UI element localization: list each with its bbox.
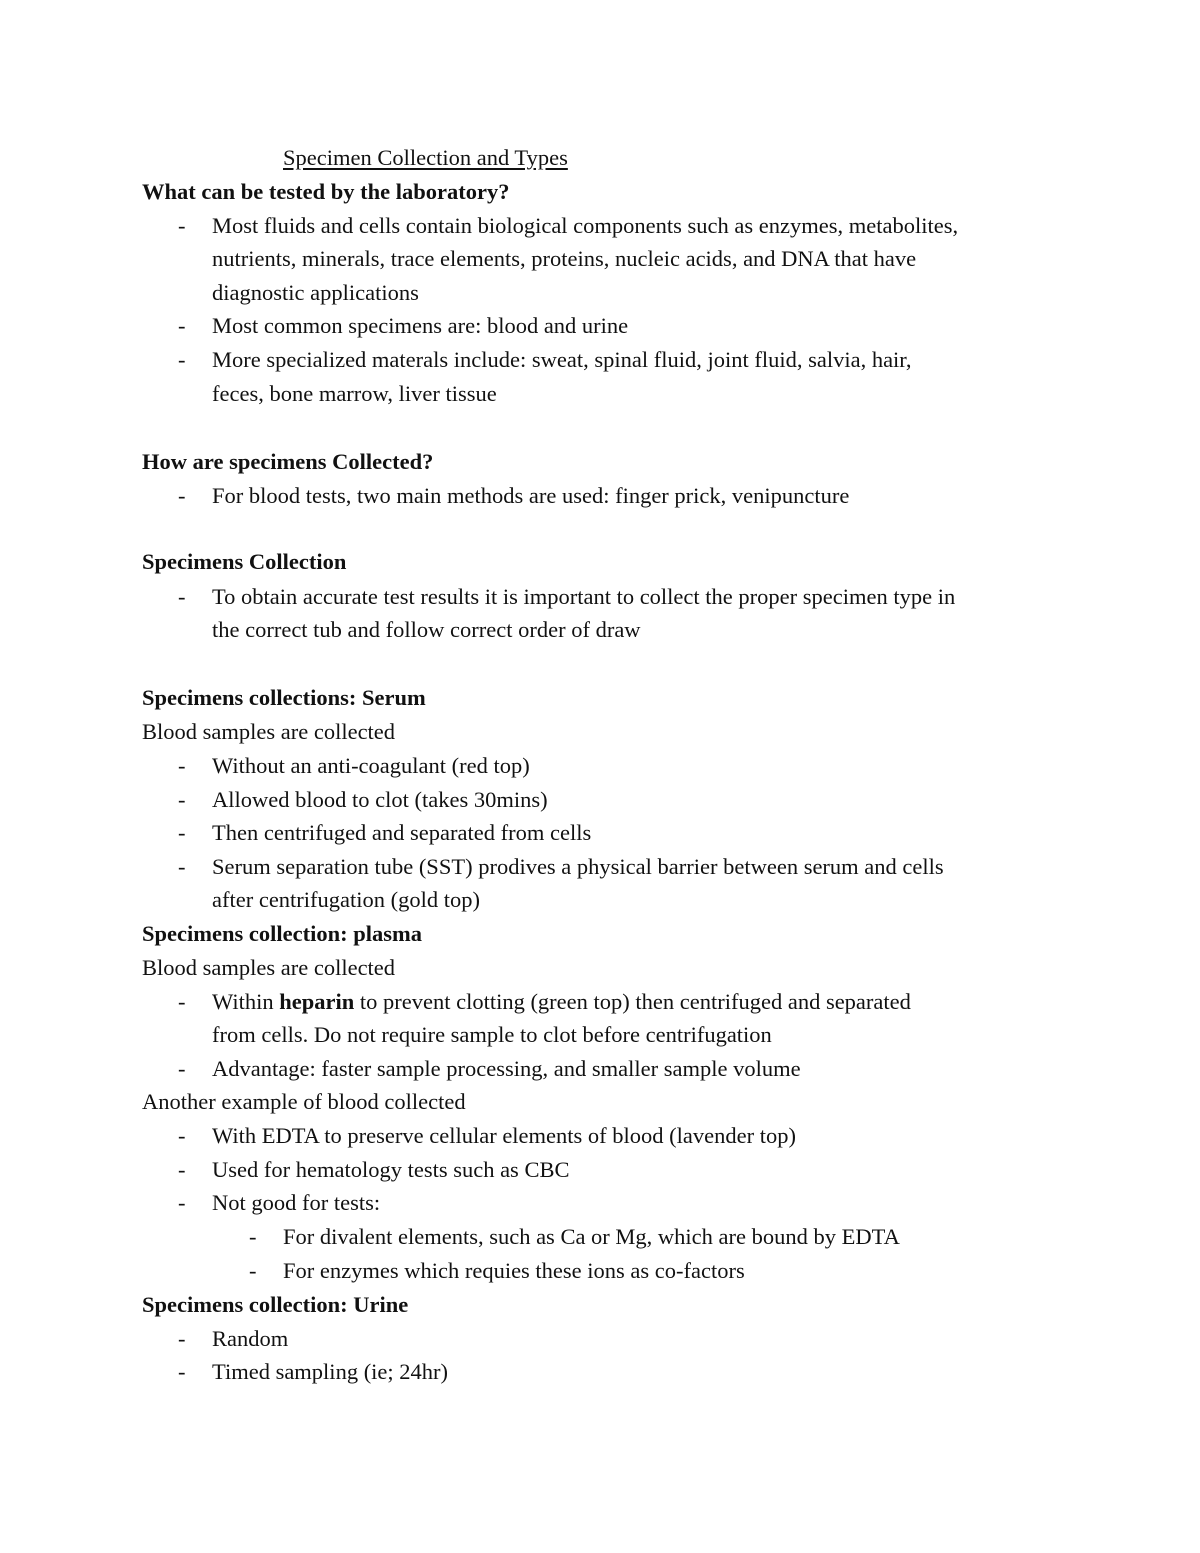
bullet-dash: - (178, 313, 186, 338)
bullet-dash: - (178, 1157, 186, 1182)
page-title: Specimen Collection and Types (283, 145, 568, 170)
list-item: Random (212, 1326, 289, 1351)
list-item: Timed sampling (ie; 24hr) (212, 1359, 449, 1384)
sub-bullet-dash: - (249, 1258, 257, 1283)
list-item-line: Serum separation tube (SST) prodives a physical barrier between serum and cells (212, 854, 944, 879)
list-item: With EDTA to preserve cellular elements of blood (lavender top) (212, 1123, 796, 1148)
list-item-line: Most fluids and cells contain biological components such as enzymes, metabolites, (212, 213, 959, 238)
list-item-line: More specialized materals include: sweat, spinal fluid, joint fluid, salvia, hair, (212, 347, 912, 372)
list-item: Used for hematology tests such as CBC (212, 1157, 570, 1182)
bullet-dash: - (178, 347, 186, 372)
bullet-dash: - (178, 213, 186, 238)
section-heading-lab-tests: What can be tested by the laboratory? (142, 179, 510, 204)
list-item: Then centrifuged and separated from cells (212, 820, 592, 845)
list-item-line: feces, bone marrow, liver tissue (212, 381, 497, 406)
list-item-line: To obtain accurate test results it is important to collect the proper specimen type in (212, 584, 956, 609)
sub-list-item: For enzymes which requies these ions as co-factors (283, 1258, 745, 1283)
bullet-dash: - (178, 1056, 186, 1081)
list-item-text: Within (212, 989, 280, 1014)
section-intro: Blood samples are collected (142, 955, 396, 980)
list-item: Allowed blood to clot (takes 30mins) (212, 787, 548, 812)
list-item-line: the correct tub and follow correct order of draw (212, 617, 641, 642)
list-item-line: after centrifugation (gold top) (212, 887, 481, 912)
list-item-text: to prevent clotting (green top) then centrifuged and separated (354, 989, 911, 1014)
list-item: Most common specimens are: blood and urine (212, 313, 629, 338)
list-item-line: nutrients, minerals, trace elements, proteins, nucleic acids, and DNA that have (212, 246, 917, 271)
bullet-dash: - (178, 854, 186, 879)
section-heading-plasma: Specimens collection: plasma (142, 921, 422, 946)
section-intro: Blood samples are collected (142, 719, 396, 744)
list-item-line (212, 991, 911, 1014)
section-heading-collection-methods: How are specimens Collected? (142, 449, 434, 474)
list-item: For blood tests, two main methods are used: finger prick, venipuncture (212, 483, 850, 508)
bullet-dash: - (178, 1359, 186, 1384)
sub-list-item: For divalent elements, such as Ca or Mg, which are bound by EDTA (283, 1224, 900, 1249)
list-item: Not good for tests: (212, 1190, 381, 1215)
section-intro: Another example of blood collected (142, 1089, 466, 1114)
section-heading-serum: Specimens collections: Serum (142, 685, 426, 710)
emphasis-heparin: heparin (279, 989, 355, 1014)
bullet-dash: - (178, 483, 186, 508)
list-item-line: diagnostic applications (212, 280, 419, 305)
section-heading-urine: Specimens collection: Urine (142, 1292, 409, 1317)
section-heading-specimens-collection: Specimens Collection (142, 549, 347, 574)
bullet-dash: - (178, 584, 186, 609)
sub-bullet-dash: - (249, 1224, 257, 1249)
list-item: Advantage: faster sample processing, and smaller sample volume (212, 1056, 801, 1081)
bullet-dash: - (178, 989, 186, 1014)
bullet-dash: - (178, 753, 186, 778)
list-item: Without an anti-coagulant (red top) (212, 753, 530, 778)
bullet-dash: - (178, 1190, 186, 1215)
list-item-line: from cells. Do not require sample to clot before centrifugation (212, 1022, 772, 1047)
bullet-dash: - (178, 1123, 186, 1148)
bullet-dash: - (178, 1326, 186, 1351)
bullet-dash: - (178, 820, 186, 845)
bullet-dash: - (178, 787, 186, 812)
